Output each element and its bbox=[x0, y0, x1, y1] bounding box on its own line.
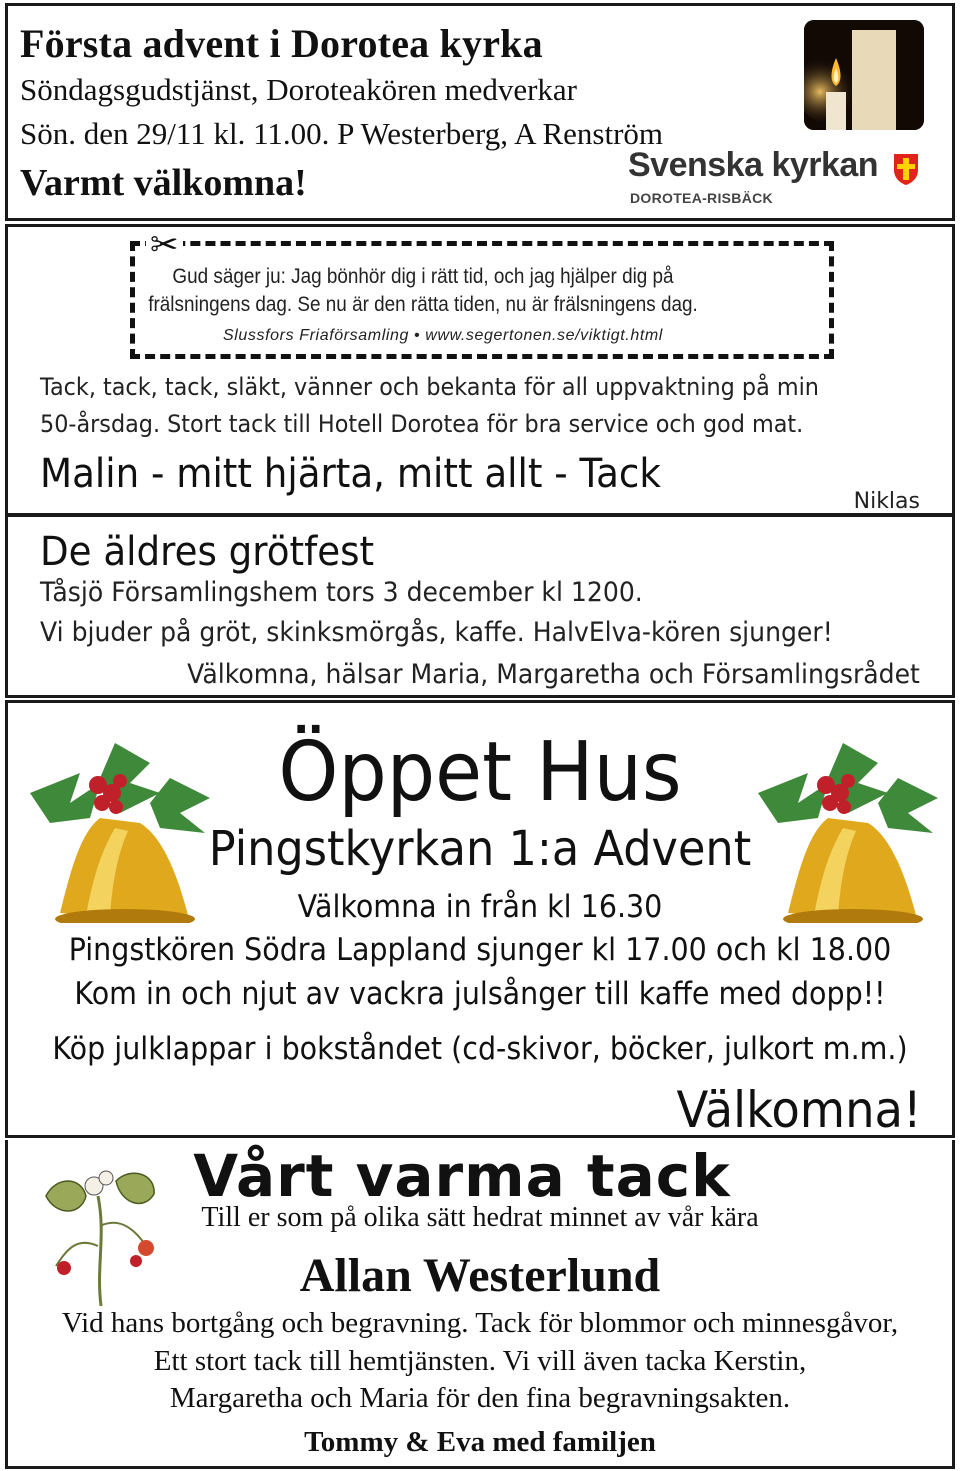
advent-title: Första advent i Dorotea kyrka bbox=[20, 21, 543, 66]
porridge-line-2: Vi bjuder på gröt, skinksmörgås, kaffe. HalvElva-kören sjunger! bbox=[40, 617, 833, 648]
open-house-line-1: Välkomna in från kl 16.30 bbox=[297, 889, 663, 925]
memorial-intro: Till er som på olika sätt hedrat minnet av vår kära bbox=[201, 1202, 759, 1233]
thanks-line-1: Tack, tack, tack, släkt, vänner och bekanta för all uppvaktning på min bbox=[40, 373, 819, 401]
logo-parish: DOROTEA-RISBÄCK bbox=[630, 190, 773, 206]
porridge-signature: Välkomna, hälsar Maria, Margaretha och Församlingsrådet bbox=[187, 659, 920, 690]
memorial-line-3: Margaretha och Maria för den fina begravningsakten. bbox=[169, 1382, 791, 1414]
porridge-notice bbox=[5, 514, 955, 698]
logo-name: Svenska kyrkan bbox=[628, 146, 879, 184]
memorial-name: Allan Westerlund bbox=[299, 1249, 661, 1302]
advent-line-1: Söndagsgudstjänst, Doroteakören medverkar bbox=[20, 72, 578, 107]
thanks-signature: Niklas bbox=[853, 489, 920, 514]
memorial-line-2: Ett stort tack till hemtjänsten. Vi vill även tacka Kerstin, bbox=[153, 1345, 807, 1377]
memorial-notice bbox=[5, 1140, 955, 1469]
thanks-dedication: Malin - mitt hjärta, mitt allt - Tack bbox=[40, 451, 661, 497]
advent-welcome: Varmt välkomna! bbox=[20, 162, 307, 204]
open-house-subtitle: Pingstkyrkan 1:a Advent bbox=[208, 821, 752, 877]
verse-line-2: frälsningens dag. Se nu är den rätta tiden, nu är frälsningens dag. bbox=[148, 293, 698, 316]
open-house-line-3: Kom in och njut av vackra julsånger till kaffe med dopp!! bbox=[74, 976, 886, 1012]
open-house-line-2: Pingstkören Södra Lappland sjunger kl 17.00 och kl 18.00 bbox=[68, 932, 892, 968]
church-cross-icon bbox=[890, 152, 922, 186]
porridge-title: De äldres grötfest bbox=[40, 529, 375, 575]
candle-image bbox=[804, 20, 924, 130]
verse-line-1: Gud säger ju: Jag bönhör dig i rätt tid, och jag hjälper dig på bbox=[172, 265, 674, 288]
porridge-line-1: Tåsjö Församlingshem tors 3 december kl 1200. bbox=[40, 577, 643, 608]
verse-source: Slussfors Friaförsamling • www.segertonen.se/viktigt.html bbox=[223, 327, 663, 344]
thanks-notice bbox=[5, 224, 955, 516]
thanks-line-2: 50-årsdag. Stort tack till Hotell Dorotea för bra service och god mat. bbox=[40, 410, 804, 438]
open-house-line-4: Köp julklappar i bokståndet (cd-skivor, böcker, julkort m.m.) bbox=[52, 1031, 908, 1067]
open-house-title: Öppet Hus bbox=[278, 725, 682, 820]
memorial-line-1: Vid hans bortgång och begravning. Tack för blommor och minnesgåvor, bbox=[61, 1307, 899, 1339]
advent-notice bbox=[5, 3, 955, 221]
scissors-icon: ✂ bbox=[146, 227, 183, 263]
open-house-notice bbox=[5, 700, 955, 1138]
memorial-title: Vårt varma tack bbox=[193, 1142, 731, 1210]
advent-line-2: Sön. den 29/11 kl. 11.00. P Westerberg, A Renström bbox=[20, 116, 664, 151]
open-house-welcome: Välkomna! bbox=[676, 1081, 922, 1138]
svenska-kyrkan-logo bbox=[628, 146, 928, 216]
memorial-signature: Tommy & Eva med familjen bbox=[304, 1426, 656, 1458]
